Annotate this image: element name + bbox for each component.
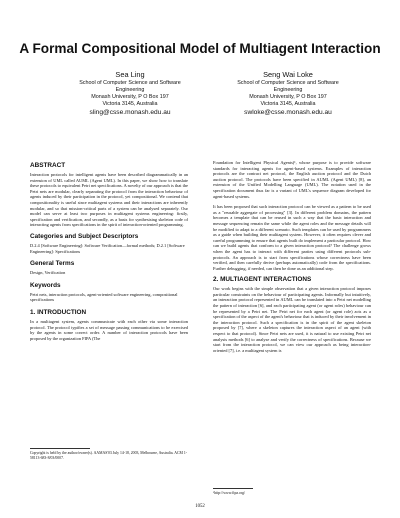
- introduction-heading: 1. INTRODUCTION: [30, 308, 87, 316]
- general-terms-text: Design, Verification: [30, 270, 66, 276]
- author-affiliation-line: Engineering: [273, 86, 303, 93]
- page-number: 1052: [195, 504, 205, 509]
- author-block-2: [198, 70, 378, 118]
- author-affiliation-line: Victoria 3145, Australia: [260, 101, 316, 108]
- continued-text: Foundation for Intelligent Physical Agents)¹, whose purpose is to provide software standards for interacting agents for agent-based systems. Examples of interaction protocols are the contract net protocol, the English auction protocol and the Dutch auction protocol. The protocols have been specified in AUML (Agent UML) [8], an extension of the Unified Modelling Language (UML). The notation used in the specification document thus far is a variant of UML's sequence diagram developed for agent-based systems.: [213, 160, 371, 199]
- footnote-link[interactable]: ¹http://www.fipa.org/: [213, 491, 246, 495]
- paragraph-text: It has been proposed that such interaction protocol can be viewed as a pattern to be used as a "reusable aggregate of processing" [3]. In different problem domains, the pattern becomes a template that can be reused in such a way that the basic interaction and message sequencing remain the same while the agent roles and the message details will be modified to adapt to a different scenario. Such templates can be used by programmers as a guide when building their multiagent system. However, it often requires clever and careful programming to ensure that agents built do implement a particular protocol. How can we build agents that conform to a given interaction protocol? The challenge grows when the agent has to interact with different parties using different protocols sub-protocols. An approach is to start from specifications whose correctness have been verified, and then carefully derive (perhaps automatically) code from the specifications. Further debugging, if needed, can then be done as an additional step.: [213, 204, 371, 271]
- section-2-text: Our work begins with the simple observation that a given interaction protocol imposes particular constraints on the behaviour of participating agents. Informally but intuitively, an interaction protocol represented in AUML can be translated into a Petri net modelling the pattern of interaction [6], and each participating agent (or agent roles) behaviour can be represented by a Petri net. The Petri net for each agent (or agent role) acts as a specification of the aspect of the agent's behaviour that is induced by their involvement in the interaction protocol. Such a specification is in the spirit of the agent skeleton proposed by [7], where a skeleton captures the interaction aspect of an agent (with respect to that protocol). Since Petri nets are used, it is natural to use existing Petri net analysis methods [6] to analyse and verify the correctness of specifications. Because we start from the interaction protocol, we can view our approach as being interaction-oriented [7], i.e. a multiagent system is: [213, 286, 371, 353]
- footnote-rule: [213, 488, 253, 489]
- author-affiliation-line: Victoria 3145, Australia: [102, 101, 158, 108]
- footnote: [213, 488, 371, 496]
- author-affiliation-line: School of Computer Science and Software: [79, 79, 181, 86]
- author-name: Sea Ling: [115, 70, 145, 79]
- author-email: swloke@csse.monash.edu.au: [244, 109, 332, 117]
- copyright-text: Copyright is held by the author/owner(s). AAMAS'03 July 14-18, 2003, Melbourne, Australia. ACM 1-58113-683-8/03/0007.: [30, 451, 187, 460]
- keywords-heading: Keywords: [30, 281, 61, 289]
- keywords-text: Petri nets, interaction protocols, agent-oriented software engineering, compositional specifications: [30, 291, 178, 303]
- paper-title: A Formal Compositional Model of Multiagent Interaction: [19, 41, 381, 56]
- general-terms-heading: General Terms: [30, 260, 75, 268]
- categories-heading: Categories and Subject Descriptors: [30, 232, 139, 240]
- introduction-text: In a multiagent system, agents communicate with each other via some interaction protocol. The protocol typifies a set of message passing communications to be exercised by the agents in some correct order. A number of interaction protocols have been proposed by the organization FIPA (The: [30, 318, 188, 341]
- abstract-heading: ABSTRACT: [30, 162, 66, 169]
- section-2-heading: 2. MULTIAGENT INTERACTIONS: [213, 276, 312, 284]
- author-affiliation-line: Monash University, P O Box 197: [249, 93, 327, 100]
- categories-text: D.2.4 [Software Engineering]: Software Verification—formal methods; D.2.1 [Software Engineering]: Specifications: [30, 242, 185, 254]
- abstract-text: Interaction protocols for intelligent agents have been described diagrammatically in an extension of UML called AUML (Agent UML). In this paper, we show how to translate these protocols to equivalent Petri net specifications. A novelty of our approach is that the Petri nets are modular, clearly separating the protocol from the interaction behaviour of agents induced by their participation in the protocol, yet compositional. We contend that compositionality is useful since multiagent systems and their interactions are inherently modular, and so that mission-critical parts of a system can be analysed separately. Our model can serve at least two purposes in multiagent systems engineering: firstly, specification and verification, and secondly, as a basis for synthesising skeleton code of interacting agents from specifications in the spirit of interaction-oriented programming.: [30, 172, 188, 228]
- author-affiliation-line: Monash University, P O Box 197: [91, 93, 169, 100]
- footnote-rule: [30, 448, 90, 449]
- copyright-notice: [30, 448, 188, 461]
- right-column: [213, 160, 371, 358]
- author-name: Seng Wai Loke: [263, 70, 313, 79]
- left-column: [30, 162, 188, 346]
- author-affiliation-line: Engineering: [115, 86, 145, 93]
- author-email: sling@csse.monash.edu.au: [89, 109, 171, 117]
- author-affiliation-line: School of Computer Science and Software: [237, 79, 339, 86]
- author-block-1: [40, 70, 220, 118]
